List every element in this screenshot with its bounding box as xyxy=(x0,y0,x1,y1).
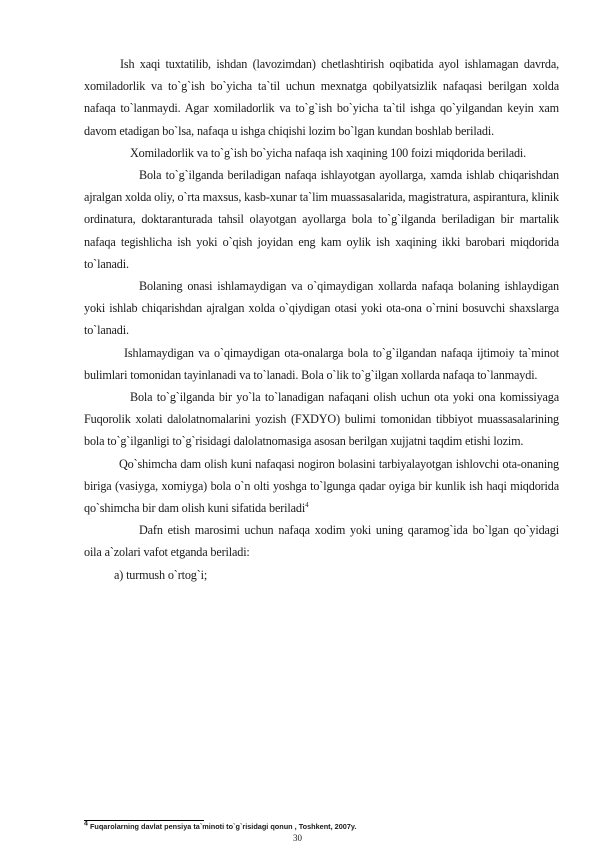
paragraph-4: Bolaning onasi ishlamaydigan va o`qimaydigan xollarda nafaqa bolaning ishlaydigan yoki ishlab chiqarishdan ajralgan xolda o`qiydigan otasi yoki ota-ona o`rnini bosuvchi shaxslarga to`lanadi. xyxy=(84,279,559,338)
footnote-reference[interactable]: 4 xyxy=(305,501,309,509)
page-number: 30 xyxy=(293,833,302,843)
paragraph-1: Ish xaqi tuxtatilib, ishdan (lavozimdan) chetlashtirish oqibatida ayol ishlamagan davrda, xomiladorlik va to`g`ish bo`yicha ta`til uchun mexnatga qobilyatsizlik nafaqasi berilgan xolda nafaqa to`lanmaydi. Agar xomiladorlik va to`g`ish bo`yicha ta`til ishga qo`yilgandan keyin xam davom etadigan bo`lsa, nafaqa u ishga chiqishi lozim bo`lgan kundan boshlab beriladi. xyxy=(84,57,559,138)
footnote-divider xyxy=(84,820,204,821)
paragraph-9: a) turmush o`rtog`i; xyxy=(114,567,208,582)
page-body xyxy=(84,53,559,586)
paragraph-5: Ishlamaydigan va o`qimaydigan ota-onalarga bola to`g`ilgandan nafaqa ijtimoiy ta`minot bulimlari tomonidan tayinlanadi va to`lanadi. Bola o`lik to`g`ilgan xollarda nafaqa to`lanmaydi. xyxy=(84,345,559,382)
paragraph-6: Bola to`g`ilganda bir yo`la to`lanadigan nafaqani olish uchun ota yoki ona komissiyaga Fuqorolik xolati dalolatnomalarini yozish (FXDYO) bulimi tomonidan tibbiyot muassasalarining bola to`g`ilganligi to`g`risidagi dalolatnomasiga asosan berilgan xujjatni taqdim etishi lozim. xyxy=(84,390,559,449)
paragraph-2: Xomiladorlik va to`g`ish bo`yicha nafaqa ish xaqining 100 foizi miqdorida beriladi. xyxy=(130,145,527,160)
paragraph-8: Dafn etish marosimi uchun nafaqa xodim yoki uning qaramog`ida bo`lgan qo`yidagi oila a`zolari vafot etganda beriladi: xyxy=(84,523,559,560)
paragraph-3: Bola to`g`ilganda beriladigan nafaqa ishlayotgan ayollarga, xamda ishlab chiqarishdan ajralgan xolda oliy, o`rta maxsus, kasb-xunar ta`lim muassasalarida, magistratura, aspirantura, klinik ordinatura, doktaranturada tahsil olayotgan ayollarga bola to`g`ilganda beriladigan bir martalik nafaqa tegishlicha ish yoki o`qish joyidan eng kam oylik ish xaqining ikki barobari miqdorida to`lanadi. xyxy=(84,168,559,271)
footnote-text: Fuqarolarning davlat pensiya ta`minoti to`g`risidagi qonun , Toshkent, 2007y. xyxy=(89,822,357,831)
footnote xyxy=(84,822,559,831)
paragraph-7: Qo`shimcha dam olish kuni nafaqasi nogiron bolasini tarbiyalayotgan ishlovchi ota-onaning biriga (vasiyga, xomiyga) bola o`n olti yoshga to`lgunga qadar oyiga bir kunlik ish haqi miqdorida qo`shimcha bir dam olish kuni sifatida beriladi$^4$ xyxy=(84,456,559,516)
footnote-marker: 4 xyxy=(84,820,88,828)
